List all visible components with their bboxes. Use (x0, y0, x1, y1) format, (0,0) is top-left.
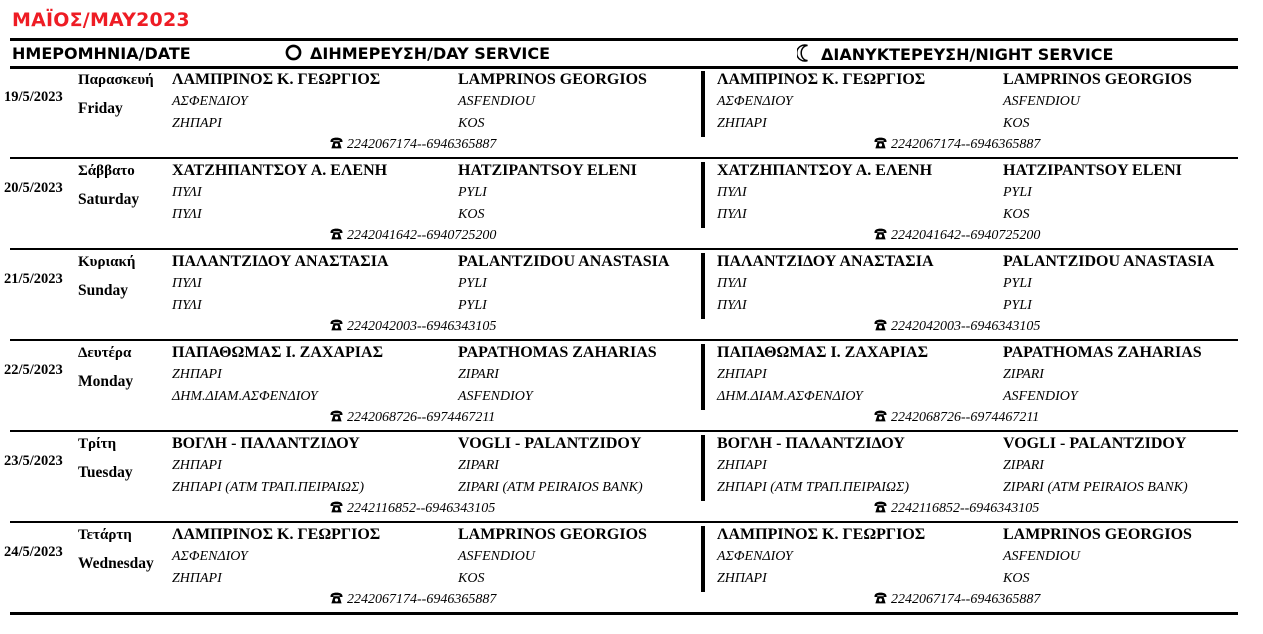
day-address-line1-gr: ΠΥΛΙ (172, 276, 202, 291)
night-phone-number: 2242116852--6946343105 (891, 501, 1040, 516)
day-phone-line (329, 137, 496, 154)
row-separator (10, 157, 1238, 159)
day-pharmacy-name-gr: ΠΑΛΑΝΤΖΙΔΟΥ ΑΝΑΣΤΑΣΙΑ (172, 253, 389, 270)
header-top-rule (10, 38, 1238, 41)
column-divider (701, 435, 705, 501)
night-pharmacy-name-en: LAMPRINOS GEORGIOS (1003, 526, 1192, 543)
night-address-line2-en: KOS (1003, 571, 1030, 586)
row-weekday-en: Saturday (78, 191, 140, 208)
telephone-icon (873, 319, 888, 336)
date-column-header: ΗΜΕΡΟΜΗΝΙΑ/DATE (12, 44, 191, 63)
telephone-icon (329, 501, 344, 518)
night-phone-number: 2242067174--6946365887 (891, 137, 1041, 152)
night-phone-line (873, 410, 1039, 427)
row-separator (10, 521, 1238, 523)
row-weekday-gr: Δευτέρα (78, 345, 132, 361)
day-phone-number: 2242041642--6940725200 (347, 228, 497, 243)
night-address-line1-en: PYLI (1003, 276, 1032, 291)
table-row (0, 160, 1263, 251)
night-address-line2-gr: ΠΥΛΙ (717, 207, 747, 222)
day-pharmacy-name-en: VOGLI - PALANTZIDOY (458, 435, 642, 452)
night-address-line2-en: KOS (1003, 207, 1030, 222)
day-address-line2-en: KOS (458, 207, 485, 222)
column-divider (701, 162, 705, 228)
night-address-line1-en: ASFENDIOU (1003, 549, 1080, 564)
day-address-line2-gr: ΖΗΠΑΡΙ (172, 571, 222, 586)
row-separator (10, 339, 1238, 341)
column-divider (701, 71, 705, 137)
night-address-line2-en: ZIPARI (ATM PEIRAIOS BANK) (1003, 480, 1188, 495)
night-phone-number: 2242067174--6946365887 (891, 592, 1041, 607)
night-pharmacy-name-en: LAMPRINOS GEORGIOS (1003, 71, 1192, 88)
table-row (0, 524, 1263, 615)
crescent-moon-icon (797, 44, 813, 66)
column-divider (701, 253, 705, 319)
day-phone-line (329, 592, 496, 609)
column-divider (701, 344, 705, 410)
night-pharmacy-name-en: VOGLI - PALANTZIDOY (1003, 435, 1187, 452)
night-phone-number: 2242042003--6946343105 (891, 319, 1041, 334)
day-address-line2-en: ASFENDIOY (458, 389, 533, 404)
day-phone-line (329, 410, 495, 427)
day-phone-number: 2242116852--6946343105 (347, 501, 496, 516)
table-row (0, 251, 1263, 342)
day-phone-line (329, 501, 495, 518)
row-weekday-gr: Σάββατο (78, 163, 135, 179)
day-address-line2-en: KOS (458, 571, 485, 586)
night-pharmacy-name-en: PALANTZIDOU ANASTASIA (1003, 253, 1215, 270)
day-address-line2-gr: ΠΥΛΙ (172, 207, 202, 222)
telephone-icon (873, 410, 888, 427)
night-address-line1-en: ASFENDIOU (1003, 94, 1080, 109)
day-pharmacy-name-gr: ΒΟΓΛΗ - ΠΑΛΑΝΤΖΙΔΟΥ (172, 435, 360, 452)
day-address-line2-en: ZIPARI (ATM PEIRAIOS BANK) (458, 480, 643, 495)
day-pharmacy-name-en: HATZIPANTSOY ELENI (458, 162, 637, 179)
telephone-icon (329, 410, 344, 427)
night-pharmacy-name-en: HATZIPANTSOY ELENI (1003, 162, 1182, 179)
day-phone-number: 2242067174--6946365887 (347, 137, 497, 152)
row-weekday-en: Tuesday (78, 464, 133, 481)
table-row (0, 69, 1263, 160)
row-weekday-en: Monday (78, 373, 134, 390)
night-pharmacy-name-gr: ΛΑΜΠΡΙΝΟΣ Κ. ΓΕΩΡΓΙΟΣ (717, 526, 926, 543)
telephone-icon (873, 592, 888, 609)
row-date: 24/5/2023 (4, 544, 63, 560)
day-address-line2-gr: ΖΗΠΑΡΙ (ΑΤΜ ΤΡΑΠ.ΠΕΙΡΑΙΩΣ) (172, 480, 365, 495)
row-date: 22/5/2023 (4, 362, 63, 378)
row-date: 23/5/2023 (4, 453, 63, 469)
night-phone-number: 2242068726--6974467211 (891, 410, 1040, 425)
telephone-icon (873, 228, 888, 245)
day-pharmacy-name-gr: ΠΑΠΑΘΩΜΑΣ Ι. ΖΑΧΑΡΙΑΣ (172, 344, 384, 361)
row-separator (10, 248, 1238, 250)
day-pharmacy-name-gr: ΧΑΤΖΗΠΑΝΤΣΟΥ Α. ΕΛΕΝΗ (172, 162, 388, 179)
day-address-line2-gr: ΔΗΜ.ΔΙΑΜ.ΑΣΦΕΝΔΙΟΥ (172, 389, 318, 404)
row-date: 20/5/2023 (4, 180, 63, 196)
night-address-line1-gr: ΠΥΛΙ (717, 276, 747, 291)
page-title: ΜΑΪΟΣ/MAY2023 (12, 9, 190, 31)
day-address-line1-en: ZIPARI (458, 458, 499, 473)
day-service-label: ΔΙΗΜΕΡΕΥΣΗ/DAY SERVICE (310, 44, 551, 63)
night-pharmacy-name-gr: ΛΑΜΠΡΙΝΟΣ Κ. ΓΕΩΡΓΙΟΣ (717, 71, 926, 88)
night-service-header (797, 44, 1113, 66)
night-address-line2-gr: ΖΗΠΑΡΙ (717, 116, 767, 131)
day-address-line1-gr: ΠΥΛΙ (172, 185, 202, 200)
night-pharmacy-name-gr: ΠΑΛΑΝΤΖΙΔΟΥ ΑΝΑΣΤΑΣΙΑ (717, 253, 934, 270)
telephone-icon (329, 592, 344, 609)
row-date: 21/5/2023 (4, 271, 63, 287)
night-phone-line (873, 228, 1040, 245)
row-date: 19/5/2023 (4, 89, 63, 105)
night-address-line1-gr: ΖΗΠΑΡΙ (717, 367, 767, 382)
day-phone-line (329, 228, 496, 245)
telephone-icon (873, 137, 888, 154)
night-service-label: ΔΙΑΝΥΚΤΕΡΕΥΣΗ/NIGHT SERVICE (821, 45, 1114, 64)
night-address-line2-en: ASFENDIOY (1003, 389, 1078, 404)
day-address-line2-en: KOS (458, 116, 485, 131)
row-weekday-gr: Παρασκευή (78, 72, 154, 88)
day-address-line2-gr: ΖΗΠΑΡΙ (172, 116, 222, 131)
table-row (0, 342, 1263, 433)
night-phone-line (873, 319, 1040, 336)
night-address-line2-gr: ΠΥΛΙ (717, 298, 747, 313)
row-separator (10, 430, 1238, 432)
day-address-line1-gr: ΖΗΠΑΡΙ (172, 367, 222, 382)
day-pharmacy-name-gr: ΛΑΜΠΡΙΝΟΣ Κ. ΓΕΩΡΓΙΟΣ (172, 71, 381, 88)
night-address-line1-gr: ΑΣΦΕΝΔΙΟΥ (717, 549, 793, 564)
night-pharmacy-name-gr: ΒΟΓΛΗ - ΠΑΛΑΝΤΖΙΔΟΥ (717, 435, 905, 452)
day-address-line1-en: ASFENDIOU (458, 94, 535, 109)
day-pharmacy-name-en: LAMPRINOS GEORGIOS (458, 71, 647, 88)
day-service-header (285, 44, 550, 65)
night-pharmacy-name-gr: ΧΑΤΖΗΠΑΝΤΣΟΥ Α. ΕΛΕΝΗ (717, 162, 933, 179)
night-address-line2-gr: ΔΗΜ.ΔΙΑΜ.ΑΣΦΕΝΔΙΟΥ (717, 389, 863, 404)
night-phone-line (873, 137, 1040, 154)
day-address-line2-gr: ΠΥΛΙ (172, 298, 202, 313)
telephone-icon (329, 228, 344, 245)
day-address-line2-en: PYLI (458, 298, 487, 313)
row-weekday-gr: Κυριακή (78, 254, 136, 270)
day-phone-number: 2242042003--6946343105 (347, 319, 497, 334)
telephone-icon (329, 319, 344, 336)
day-pharmacy-name-gr: ΛΑΜΠΡΙΝΟΣ Κ. ΓΕΩΡΓΙΟΣ (172, 526, 381, 543)
row-weekday-en: Sunday (78, 282, 128, 299)
sun-circle-icon (285, 44, 302, 65)
column-divider (701, 526, 705, 592)
night-address-line1-en: ZIPARI (1003, 367, 1044, 382)
night-address-line2-gr: ΖΗΠΑΡΙ (ΑΤΜ ΤΡΑΠ.ΠΕΙΡΑΙΩΣ) (717, 480, 910, 495)
day-phone-number: 2242068726--6974467211 (347, 410, 496, 425)
day-address-line1-gr: ΑΣΦΕΝΔΙΟΥ (172, 549, 248, 564)
day-address-line1-en: ASFENDIOU (458, 549, 535, 564)
night-address-line2-en: KOS (1003, 116, 1030, 131)
night-address-line2-en: PYLI (1003, 298, 1032, 313)
telephone-icon (873, 501, 888, 518)
day-address-line1-en: PYLI (458, 276, 487, 291)
night-address-line1-en: PYLI (1003, 185, 1032, 200)
row-weekday-en: Wednesday (78, 555, 154, 572)
day-pharmacy-name-en: PALANTZIDOU ANASTASIA (458, 253, 670, 270)
row-separator (10, 612, 1238, 615)
night-address-line1-gr: ΖΗΠΑΡΙ (717, 458, 767, 473)
table-row (0, 433, 1263, 524)
telephone-icon (329, 137, 344, 154)
day-phone-number: 2242067174--6946365887 (347, 592, 497, 607)
night-phone-line (873, 501, 1039, 518)
row-weekday-gr: Τρίτη (78, 436, 117, 452)
night-phone-number: 2242041642--6940725200 (891, 228, 1041, 243)
night-address-line1-en: ZIPARI (1003, 458, 1044, 473)
night-address-line1-gr: ΠΥΛΙ (717, 185, 747, 200)
day-address-line1-gr: ΖΗΠΑΡΙ (172, 458, 222, 473)
night-address-line2-gr: ΖΗΠΑΡΙ (717, 571, 767, 586)
day-pharmacy-name-en: LAMPRINOS GEORGIOS (458, 526, 647, 543)
day-address-line1-en: PYLI (458, 185, 487, 200)
row-weekday-gr: Τετάρτη (78, 527, 132, 543)
night-address-line1-gr: ΑΣΦΕΝΔΙΟΥ (717, 94, 793, 109)
day-address-line1-gr: ΑΣΦΕΝΔΙΟΥ (172, 94, 248, 109)
night-phone-line (873, 592, 1040, 609)
day-address-line1-en: ZIPARI (458, 367, 499, 382)
row-weekday-en: Friday (78, 100, 123, 117)
night-pharmacy-name-en: PAPATHOMAS ZAHARIAS (1003, 344, 1202, 361)
night-pharmacy-name-gr: ΠΑΠΑΘΩΜΑΣ Ι. ΖΑΧΑΡΙΑΣ (717, 344, 929, 361)
day-pharmacy-name-en: PAPATHOMAS ZAHARIAS (458, 344, 657, 361)
day-phone-line (329, 319, 496, 336)
